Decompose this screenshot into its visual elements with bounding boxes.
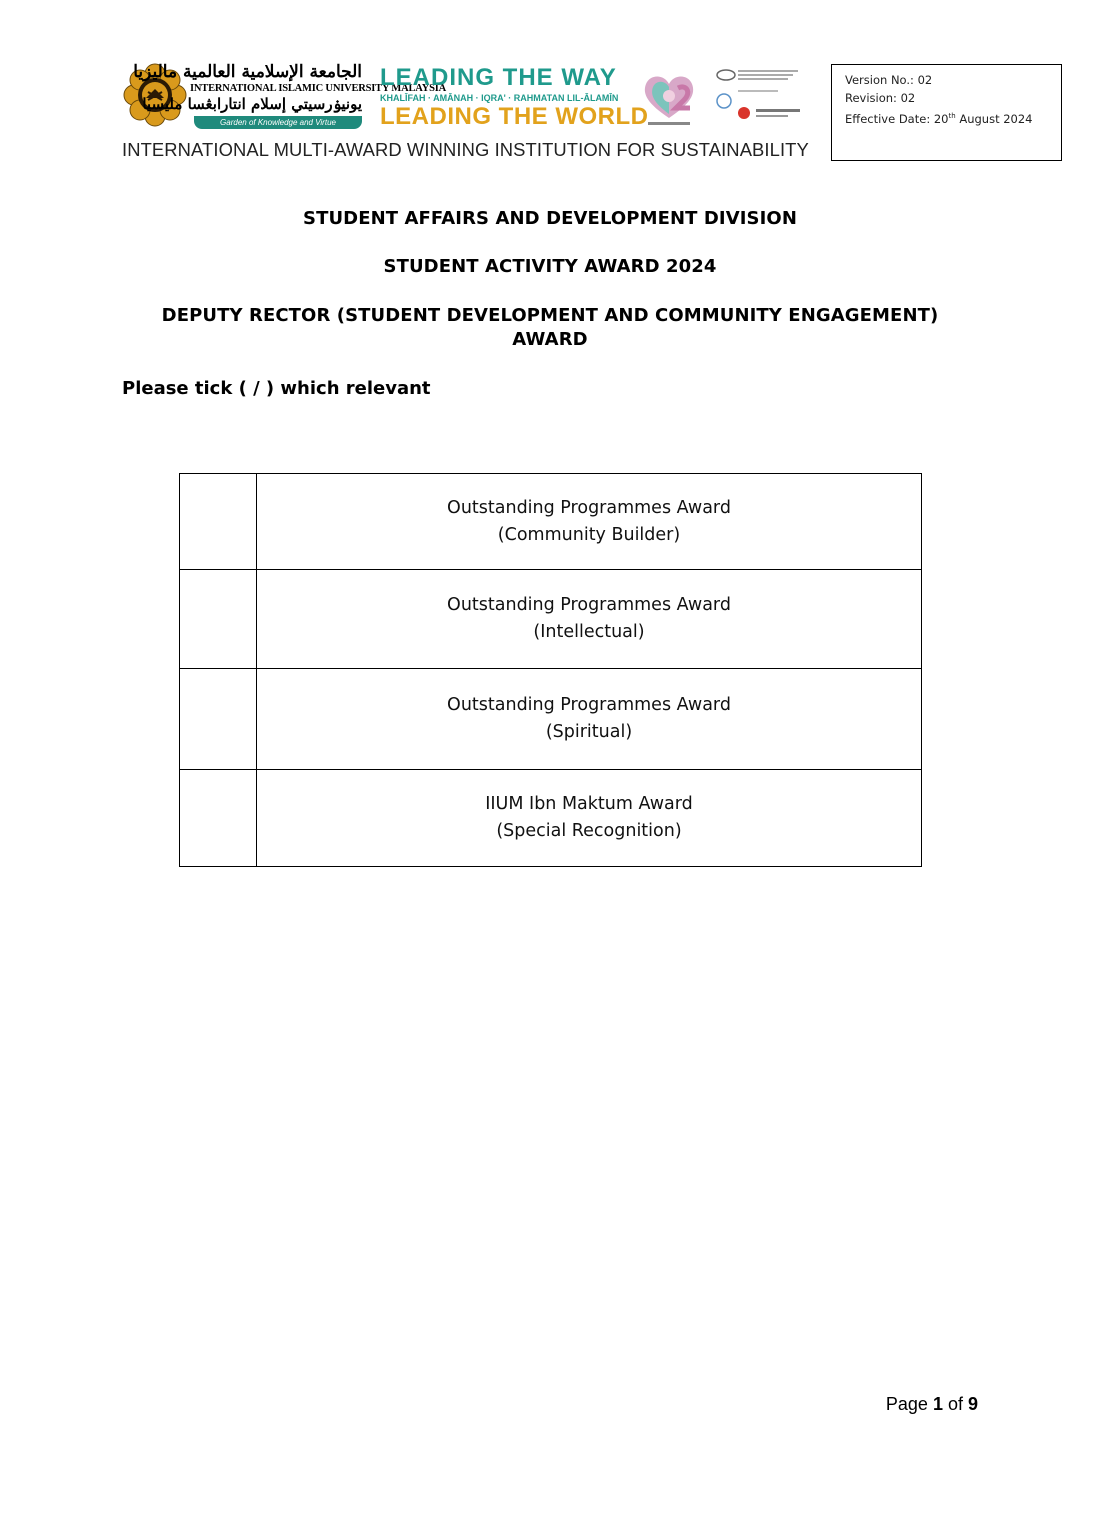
greater-gombak-logo xyxy=(638,68,700,130)
award-label: Outstanding Programmes Award (Community Builder) xyxy=(257,474,922,570)
iium-wordmark xyxy=(133,62,447,134)
iium-english-name: INTERNATIONAL ISLAMIC UNIVERSITY MALAYSIA xyxy=(190,83,447,94)
institution-motto: INTERNATIONAL MULTI-AWARD WINNING INSTITUTION FOR SUSTAINABILITY xyxy=(122,139,809,160)
table-row xyxy=(180,474,922,570)
version-number: Version No.: 02 xyxy=(845,73,933,87)
tick-box-intellectual[interactable] xyxy=(180,570,257,669)
award-selection-table xyxy=(179,473,922,867)
award-year-heading: STUDENT ACTIVITY AWARD 2024 xyxy=(383,256,717,277)
table-row xyxy=(180,669,922,770)
iium-tagline: Garden of Knowledge and Virtue xyxy=(194,116,362,129)
tick-box-ibn-maktum[interactable] xyxy=(180,770,257,867)
award-label: Outstanding Programmes Award (Intellectual) xyxy=(257,570,922,669)
slogan-line-2: KHALĪFAH · AMĀNAH · IQRA' · RAHMATAN LIL-ĀLAMĪN xyxy=(380,93,619,103)
award-label: IIUM Ibn Maktum Award (Special Recognition) xyxy=(257,770,922,867)
slogan-logo xyxy=(380,64,649,130)
slogan-line-3: LEADING THE WORLD xyxy=(380,103,649,130)
tick-instruction: Please tick ( / ) which relevant xyxy=(122,378,431,399)
page-number: Page 1 of 9 xyxy=(885,1394,978,1414)
table-row xyxy=(180,570,922,669)
iium-jawi-name: يونيۏرسيتي إسلام انتارابڠسا مليسيا xyxy=(142,95,362,113)
iium-arabic-name: الجامعة الإسلامية العالمية ماليزيا xyxy=(133,62,362,82)
partner-logos xyxy=(716,66,812,128)
table-row xyxy=(180,770,922,867)
deputy-rector-heading: DEPUTY RECTOR (STUDENT DEVELOPMENT AND COMMUNITY ENGAGEMENT) AWARD xyxy=(161,305,939,350)
tick-box-community-builder[interactable] xyxy=(180,474,257,570)
division-heading: STUDENT AFFAIRS AND DEVELOPMENT DIVISION xyxy=(303,208,797,229)
revision-number: Revision: 02 xyxy=(845,91,916,105)
tick-box-spiritual[interactable] xyxy=(180,669,257,770)
document-control-box xyxy=(831,64,1062,161)
header-logo-bar xyxy=(122,62,812,134)
effective-date: Effective Date: 20th August 2024 xyxy=(845,111,1033,126)
slogan-line-1: LEADING THE WAY xyxy=(380,64,617,91)
award-label: Outstanding Programmes Award (Spiritual) xyxy=(257,669,922,770)
